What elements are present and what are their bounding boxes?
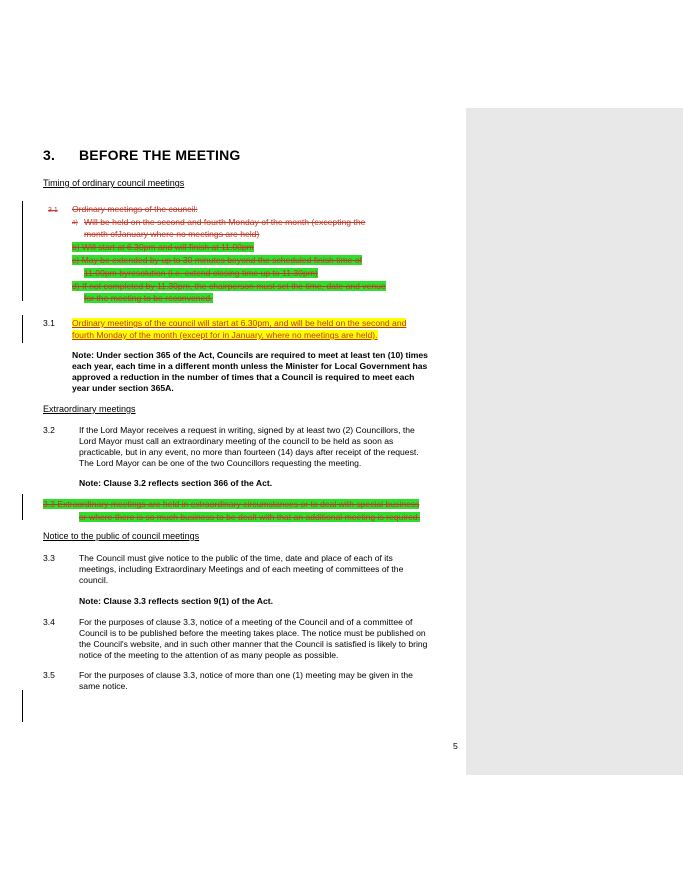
subheading-notice: Notice to the public of council meetings: [43, 531, 200, 541]
deleted-intro: Ordinary meetings of the council:: [72, 204, 198, 214]
change-bar: [22, 315, 23, 343]
change-bar: [22, 494, 23, 520]
deleted-item-label: b): [72, 242, 80, 252]
page-number: 5: [453, 741, 458, 751]
clause-3-3-line2: meetings, including Extraordinary Meetings and of each meeting of committees of the: [79, 564, 404, 574]
clause-number: 3.2: [43, 425, 55, 435]
clause-3-2-line4: The Lord Mayor can be one of the two Councillors requesting the meeting.: [79, 458, 362, 468]
clause-number: 3.1: [43, 318, 55, 328]
clause-3-3-line3: council.: [79, 575, 109, 585]
clause-3-2-line1: If the Lord Mayor receives a request in writing, signed by at least two (2) Councillors, the: [79, 425, 415, 435]
subheading-extraordinary: Extraordinary meetings: [43, 404, 136, 414]
deleted-item-a-line2: month ofJanuary where no meetings are held): [84, 229, 260, 239]
section-title: BEFORE THE MEETING: [79, 147, 241, 163]
clause-3-1-note-line2: each year, each time in a different month unless the Minister for Local Government has: [72, 361, 428, 371]
clause-3-4-line4: notice of the meeting to the attention of as many people as possible.: [79, 650, 339, 660]
clause-3-1-note-line4: year under section 365A.: [72, 383, 174, 393]
deleted-item-d-line2-wrap: [84, 293, 213, 304]
deleted-item-b-text: Will start at 6.30pm and will finish at 11.00pm: [82, 242, 254, 252]
clause-3-3-line1: The Council must give notice to the public of the time, date and place of each of its: [79, 553, 393, 563]
deleted-item-c-line1: May be extended by up to 30 minutes beyond the scheduled finish time of: [81, 255, 362, 265]
deleted-3-3-line1-wrap: [43, 499, 419, 510]
clause-3-1-line2: fourth Monday of the month (except for in January, where no meetings are held).: [72, 330, 378, 340]
deleted-item-d-line2: for the meeting to be reconvened.: [84, 293, 213, 303]
clause-3-1-line2-wrap: [72, 330, 378, 341]
clause-3-1-line1-wrap: [72, 318, 406, 329]
deleted-item-b: [72, 242, 254, 253]
deleted-item-label: a): [72, 219, 78, 226]
deleted-item-c-line2: 11.00pm byresolution (i.e. extend closing time up to 11.30pm): [84, 268, 318, 278]
deleted-item-c-line2-wrap: [84, 268, 318, 279]
deleted-item-d-line1: If not completed by 11.30pm, the chairperson must set the time, date and venue: [82, 281, 386, 291]
deleted-3-3-line2: or where there is so much business to be dealt with that an additional meeting is required.: [79, 512, 421, 522]
clause-number: 3.3: [43, 553, 55, 563]
deleted-clause-number: 3.1: [48, 207, 58, 214]
change-bar: [22, 690, 23, 722]
deleted-item-label: c): [72, 255, 80, 265]
clause-3-2-line2: Lord Mayor must call an extraordinary meeting of the council to be held as soon as: [79, 436, 394, 446]
section-heading: [43, 147, 241, 163]
comment-pane: [466, 108, 683, 775]
clause-number: 3.4: [43, 617, 55, 627]
deleted-item-label: d): [72, 281, 80, 291]
clause-3-4-line2: Council is to be published before the meeting takes place. The notice must be published on: [79, 628, 426, 638]
clause-3-5-line2: same notice.: [79, 681, 128, 691]
deleted-item-c-line1-wrap: [72, 255, 362, 266]
deleted-item-d-line1-wrap: [72, 281, 386, 292]
clause-3-1-line1: Ordinary meetings of the council will start at 6.30pm, and will be held on the second and: [72, 318, 407, 328]
clause-3-4-line3: the Council's website, and in such other manner that the Council is satisfied is likely to bring: [79, 639, 428, 649]
deleted-item-a-line1: Will be held on the second and fourth Monday of the month (excepting the: [84, 217, 366, 227]
clause-3-2-note: Note: Clause 3.2 reflects section 366 of the Act.: [79, 478, 273, 488]
clause-3-3-note: Note: Clause 3.3 reflects section 9(1) of the Act.: [79, 596, 274, 606]
clause-3-1-note-line3: approved a reduction in the number of times that a Council is required to meet each: [72, 372, 415, 382]
clause-3-2-line3: practicable, but in any event, no more than fourteen (14) days after receipt of the request.: [79, 447, 419, 457]
clause-3-4-line1: For the purposes of clause 3.3, notice of a meeting of the Council and of a committee of: [79, 617, 413, 627]
change-bar: [22, 201, 23, 301]
subheading-timing: Timing of ordinary council meetings: [43, 178, 185, 188]
section-number: 3.: [43, 147, 56, 163]
clause-3-5-line1: For the purposes of clause 3.3, notice of more than one (1) meeting may be given in the: [79, 670, 413, 680]
deleted-3-3-line2-wrap: [79, 512, 420, 523]
deleted-3-3-line1: 3.3 Extraordinary meetings are held in extraordinary circumstances or to deal with special business: [43, 499, 420, 509]
clause-3-1-note-line1: Note: Under section 365 of the Act, Councils are required to meet at least ten (10) times: [72, 350, 428, 360]
clause-number: 3.5: [43, 670, 55, 680]
